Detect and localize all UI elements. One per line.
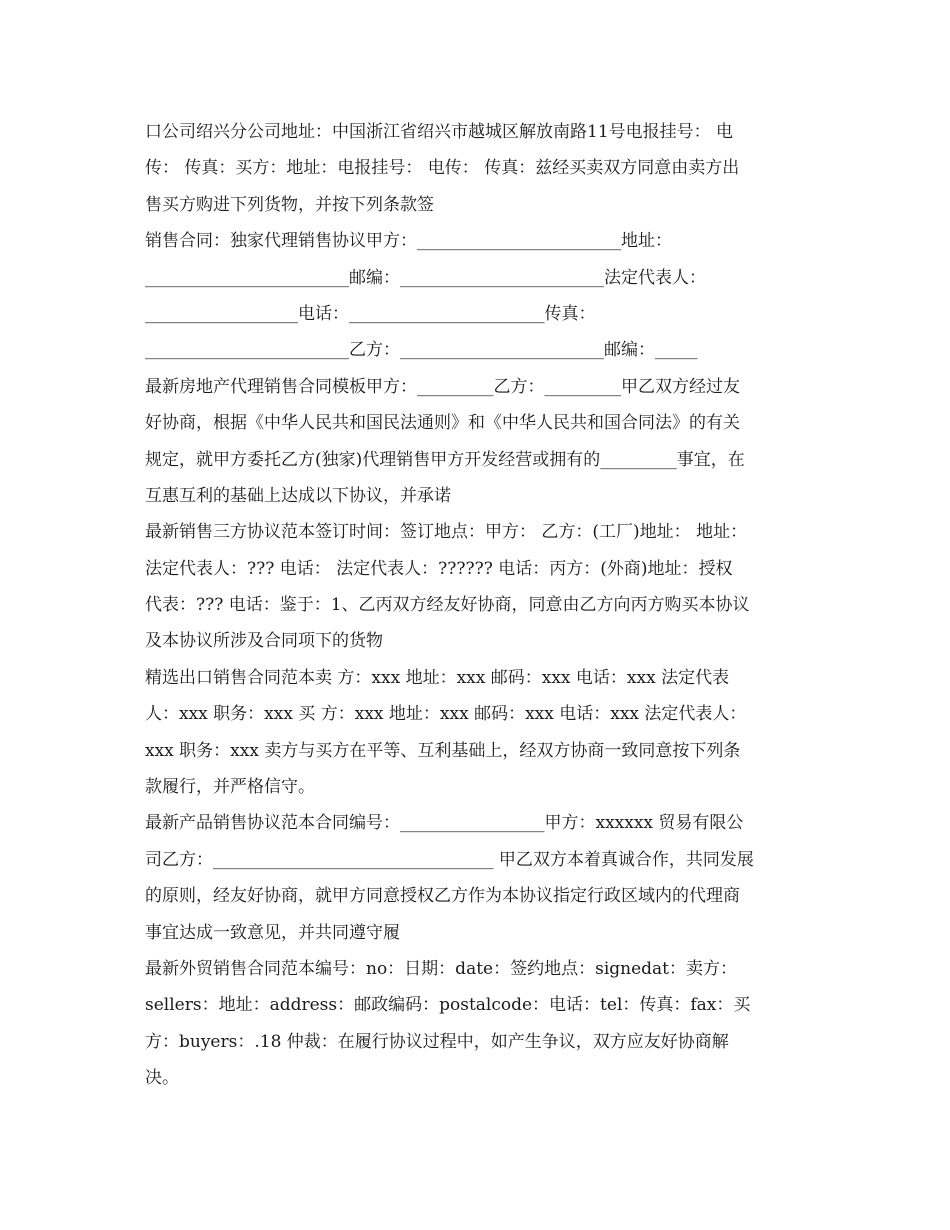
text-line: sellers：地址：address：邮政编码：postalcode：电话：tel：传真：fax：买 — [145, 995, 751, 1016]
paragraph-2 — [145, 223, 810, 369]
text-line: ________________________乙方：________________________邮编：_____ — [145, 340, 698, 361]
paragraph-1 — [145, 114, 810, 223]
text-line: 最新外贸销售合同范本编号：no：日期：date：签约地点：signedat：卖方： — [145, 958, 737, 979]
text-line: ________________________邮编：________________________法定代表人： — [145, 267, 706, 288]
text-line: xxx 职务：xxx 卖方与买方在平等、互利基础上，经双方协商一致同意按下列条 — [145, 740, 741, 761]
text-line: 的原则，经友好协商，就甲方同意授权乙方作为本协议指定行政区域内的代理商 — [145, 886, 740, 907]
text-line: 最新房地产代理销售合同模板甲方：_________乙方：_________甲乙双方经过友 — [145, 376, 740, 397]
text-line: 事宜达成一致意见，并共同遵守履 — [145, 922, 400, 943]
text-line: 传： 传真：买方：地址：电报挂号： 电传： 传真：兹经买卖双方同意由卖方出 — [145, 158, 740, 179]
text-line: 及本协议所涉及合同项下的货物 — [145, 631, 383, 652]
text-line: 司乙方：_________________________________ 甲乙双方本着真诚合作，共同发展 — [145, 849, 754, 870]
text-line: 互惠互利的基础上达成以下协议，并承诺 — [145, 485, 451, 506]
text-line: 好协商，根据《中华人民共和国民法通则》和《中华人民共和国合同法》的有关 — [145, 413, 740, 434]
document-body — [145, 114, 810, 1097]
paragraph-7 — [145, 951, 810, 1097]
text-line: 精选出口销售合同范本卖 方：xxx 地址：xxx 邮码：xxx 电话：xxx 法定代表 — [145, 667, 730, 688]
paragraph-5 — [145, 660, 810, 806]
text-line: 售买方购进下列货物，并按下列条款签 — [145, 194, 434, 215]
text-line: 人：xxx 职务：xxx 买 方：xxx 地址：xxx 邮码：xxx 电话：xxx 法定代表人： — [145, 704, 747, 725]
text-line: 口公司绍兴分公司地址：中国浙江省绍兴市越城区解放南路11号电报挂号： 电 — [145, 122, 734, 142]
text-line: 方：buyers：.18 仲裁：在履行协议过程中，如产生争议，双方应友好协商解 — [145, 1031, 729, 1052]
text-line: 最新产品销售协议范本合同编号：_________________甲方：xxxxxx 贸易有限公 — [145, 813, 744, 834]
text-line: __________________电话：_______________________传真： — [145, 303, 596, 324]
text-line: 法定代表人：??? 电话： 法定代表人：?????? 电话：丙方：(外商)地址：授权 — [145, 558, 733, 579]
paragraph-6 — [145, 805, 810, 951]
text-line: 代表：??? 电话：鉴于：1、乙丙双方经友好协商，同意由乙方向丙方购买本协议 — [145, 595, 750, 616]
text-line: 决。 — [145, 1068, 179, 1089]
text-line: 款履行，并严格信守。 — [145, 777, 315, 798]
text-line: 规定，就甲方委托乙方(独家)代理销售甲方开发经营或拥有的_________事宜，在 — [145, 449, 745, 470]
paragraph-4 — [145, 514, 810, 660]
text-line: 销售合同：独家代理销售协议甲方：________________________地址： — [145, 231, 672, 252]
text-line: 最新销售三方协议范本签订时间：签订地点：甲方： 乙方：(工厂)地址： 地址： — [145, 522, 748, 543]
paragraph-3 — [145, 369, 810, 515]
